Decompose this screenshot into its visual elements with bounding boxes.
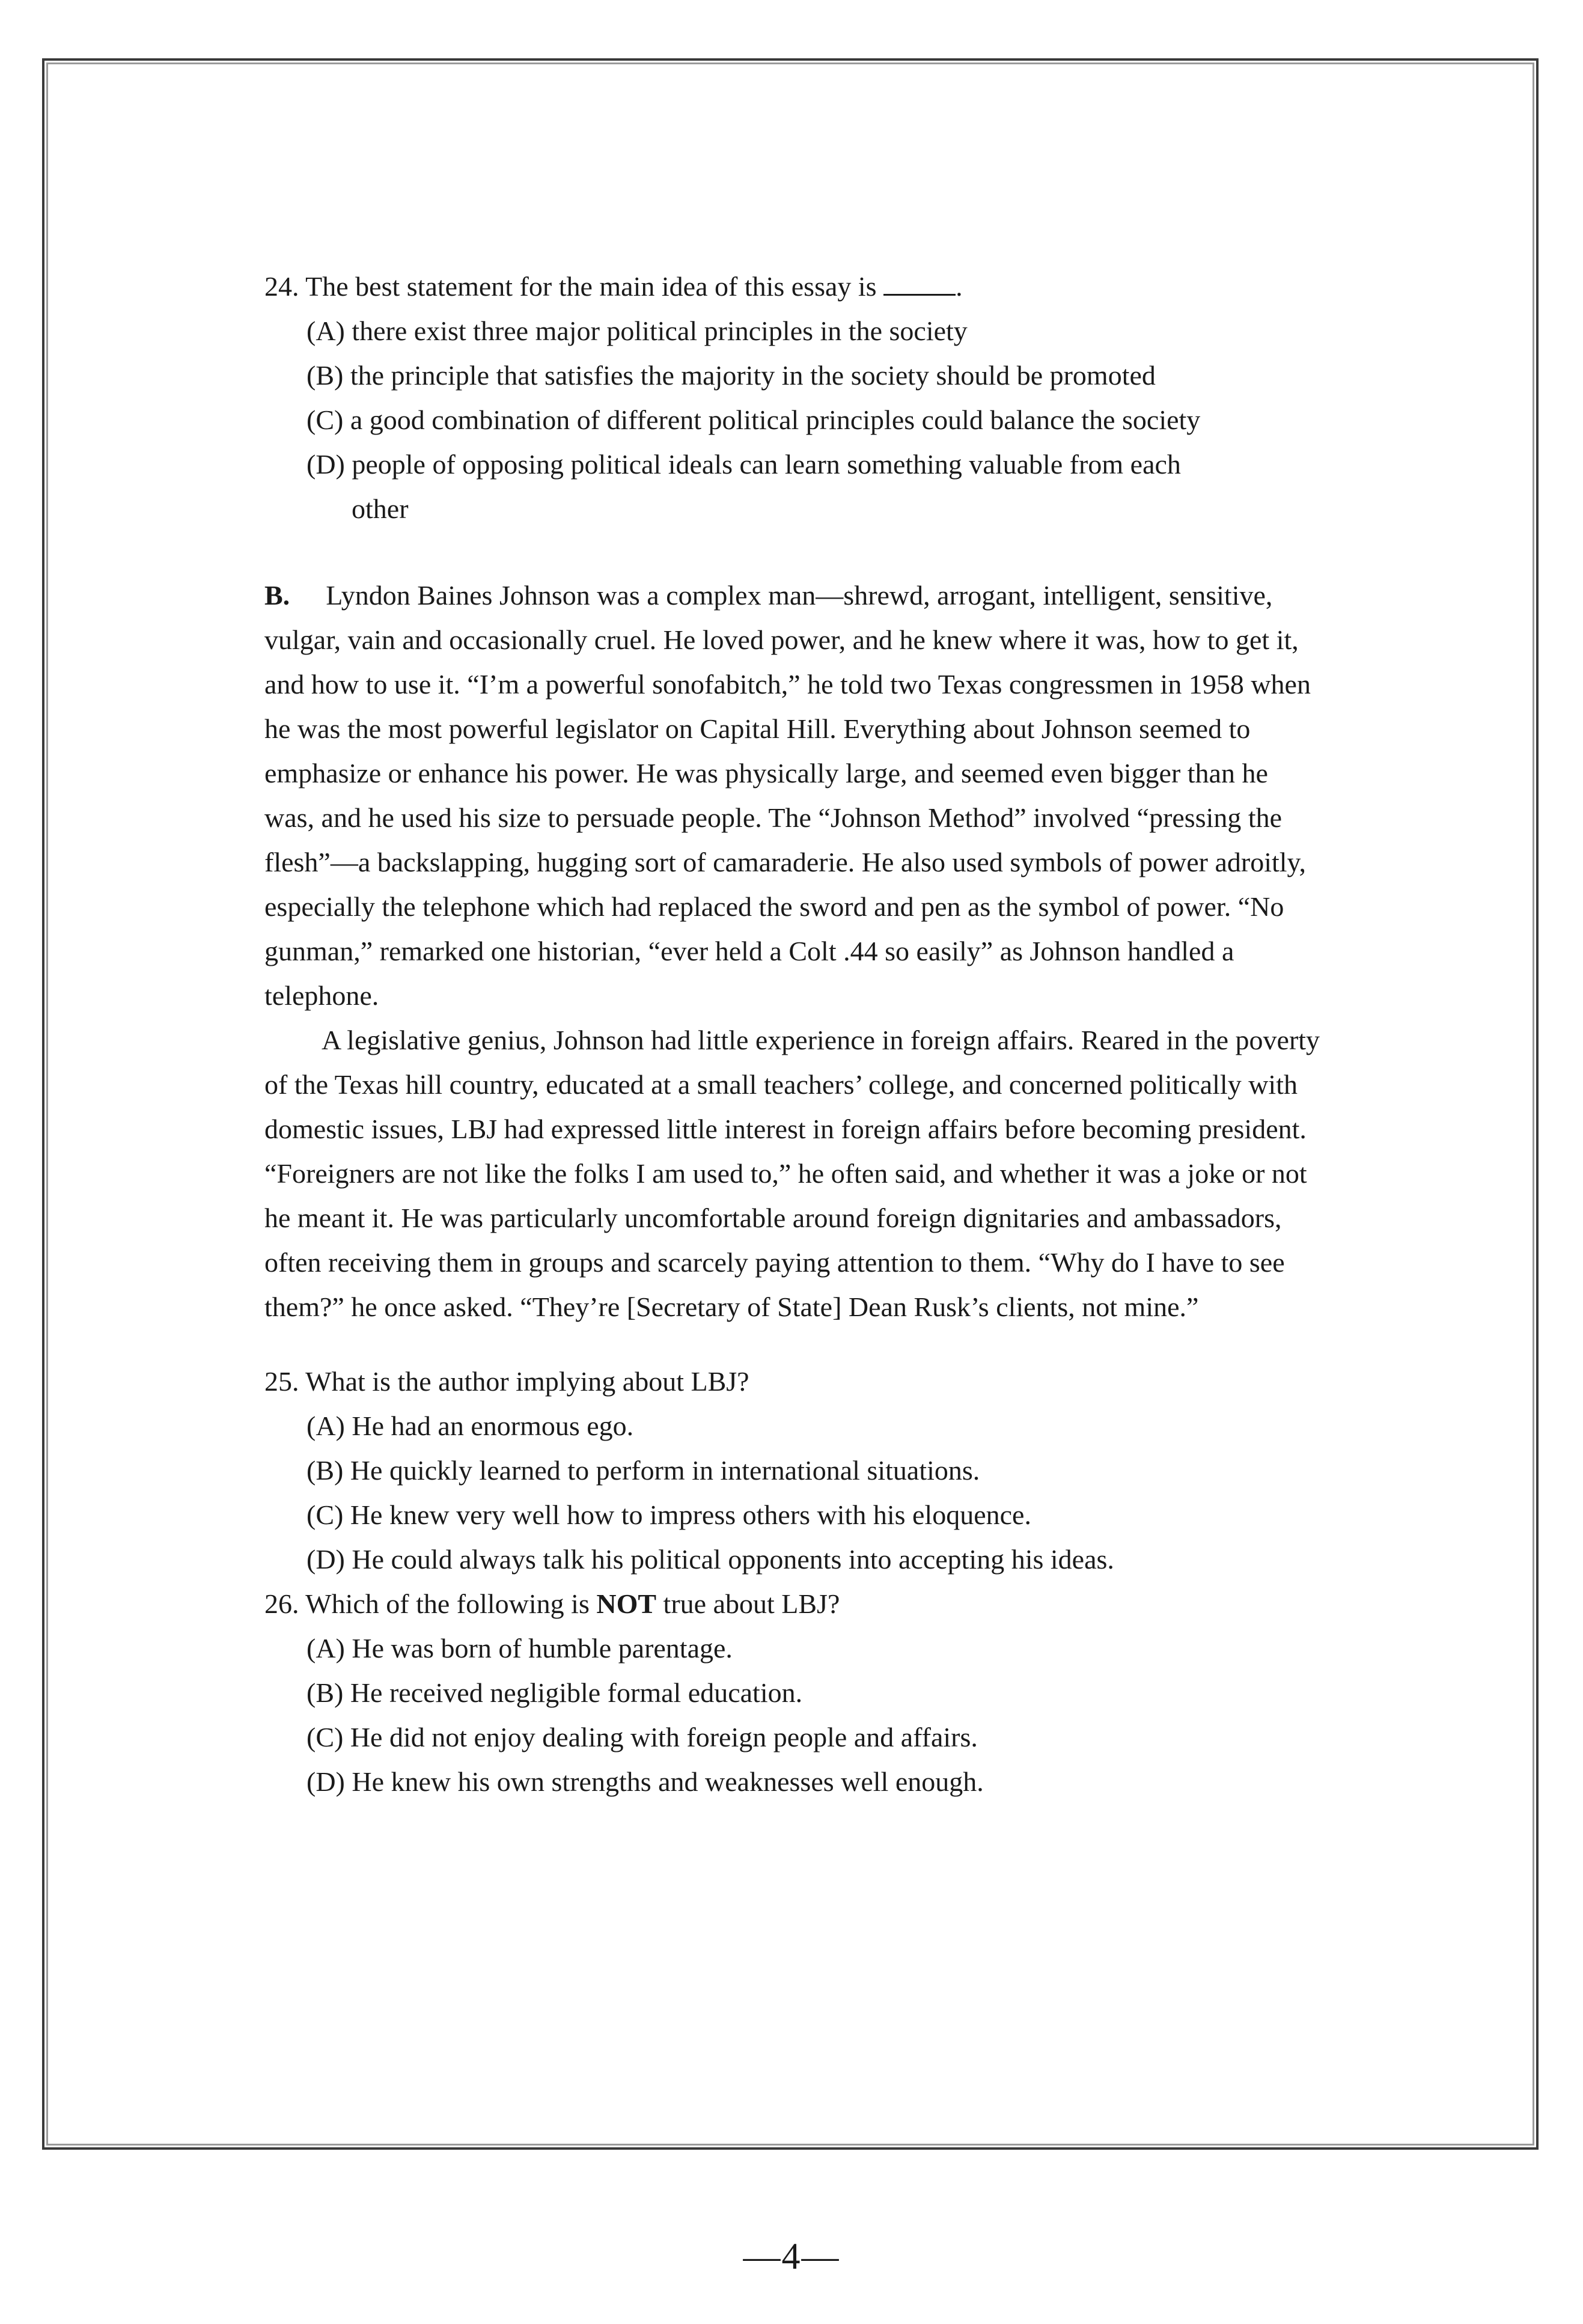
question-26-stem-end: true about LBJ? [656, 1588, 840, 1619]
question-26-emphasis: NOT [596, 1588, 657, 1619]
question-24-stem-end: . [956, 271, 963, 302]
question-25-stem: 25. What is the author implying about LBJ? [264, 1366, 749, 1397]
question-24-option-d-continued: other [352, 493, 409, 524]
question-24-option-d: (D) people of opposing political ideals can learn something valuable from each [307, 449, 1181, 480]
question-26 [264, 1582, 1322, 1804]
question-25-option-a: (A) He had an enormous ego. [307, 1411, 634, 1441]
question-24-stem-text: 24. The best statement for the main idea of this essay is [264, 271, 884, 302]
exam-content [264, 264, 1322, 1804]
question-26-stem [264, 1582, 1322, 1626]
question-26-option-a: (A) He was born of humble parentage. [307, 1633, 733, 1664]
question-25 [264, 1359, 1322, 1582]
question-26-option-b: (B) He received negligible formal education. [307, 1677, 803, 1708]
passage-b-label: B. [264, 580, 290, 611]
question-24-option-c: (C) a good combination of different political principles could balance the society [307, 404, 1201, 435]
question-25-option-d: (D) He could always talk his political opponents into accepting his ideas. [307, 1544, 1114, 1575]
question-26-option-d: (D) He knew his own strengths and weaknesses well enough. [307, 1766, 984, 1797]
page-number: —4— [743, 2236, 840, 2277]
question-24-stem [264, 264, 1322, 309]
passage-b-paragraph-2: A legislative genius, Johnson had little experience in foreign affairs. Reared in the poverty of the Texas hill country, educated at a small teachers’ college, and concerned politically with domestic issues, LBJ had expressed little interest in foreign affairs before becoming president. “Foreigners are not like the folks I am used to,” he often said, and whether it was a joke or not he meant it. He was particularly uncomfortable around foreign dignitaries and ambassadors, often receiving them in groups and scarcely paying attention to them. “Why do I have to see them?” he once asked. “They’re [Secretary of State] Dean Rusk’s clients, not mine.” [264, 1025, 1320, 1322]
question-25-option-b: (B) He quickly learned to perform in international situations. [307, 1455, 980, 1486]
question-24-option-b: (B) the principle that satisfies the majority in the society should be promoted [307, 360, 1156, 391]
answer-blank [883, 270, 956, 296]
question-26-stem-text: 26. Which of the following is [264, 1588, 597, 1619]
question-25-option-c: (C) He knew very well how to impress others with his eloquence. [307, 1499, 1031, 1530]
passage-b-paragraph-1-text: Lyndon Baines Johnson was a complex man—shrewd, arrogant, intelligent, sensitive, vulgar, vain and occasionally cruel. He loved power, and he knew where it was, how to get it, and how to use it. “I’m a powerful sonofabitch,” he told two Texas congressmen in 1958 when he was the most powerful legislator on Capital Hill. Everything about Johnson seemed to emphasize or enhance his power. He was physically large, and seemed even bigger than he was, and he used his size to persuade people. The “Johnson Method” involved “pressing the flesh”—a backslapping, hugging sort of camaraderie. He also used symbols of power adroitly, especially the telephone which had replaced the sword and pen as the symbol of power. “No gunman,” remarked one historian, “ever held a Colt .44 so easily” as Johnson handled a telephone. [264, 580, 1311, 1011]
question-24-option-a: (A) there exist three major political principles in the society [307, 316, 968, 346]
question-24 [264, 264, 1322, 531]
passage-b [264, 573, 1322, 1329]
question-26-option-c: (C) He did not enjoy dealing with foreign people and affairs. [307, 1722, 978, 1752]
passage-b-paragraph-1 [264, 573, 1322, 1018]
